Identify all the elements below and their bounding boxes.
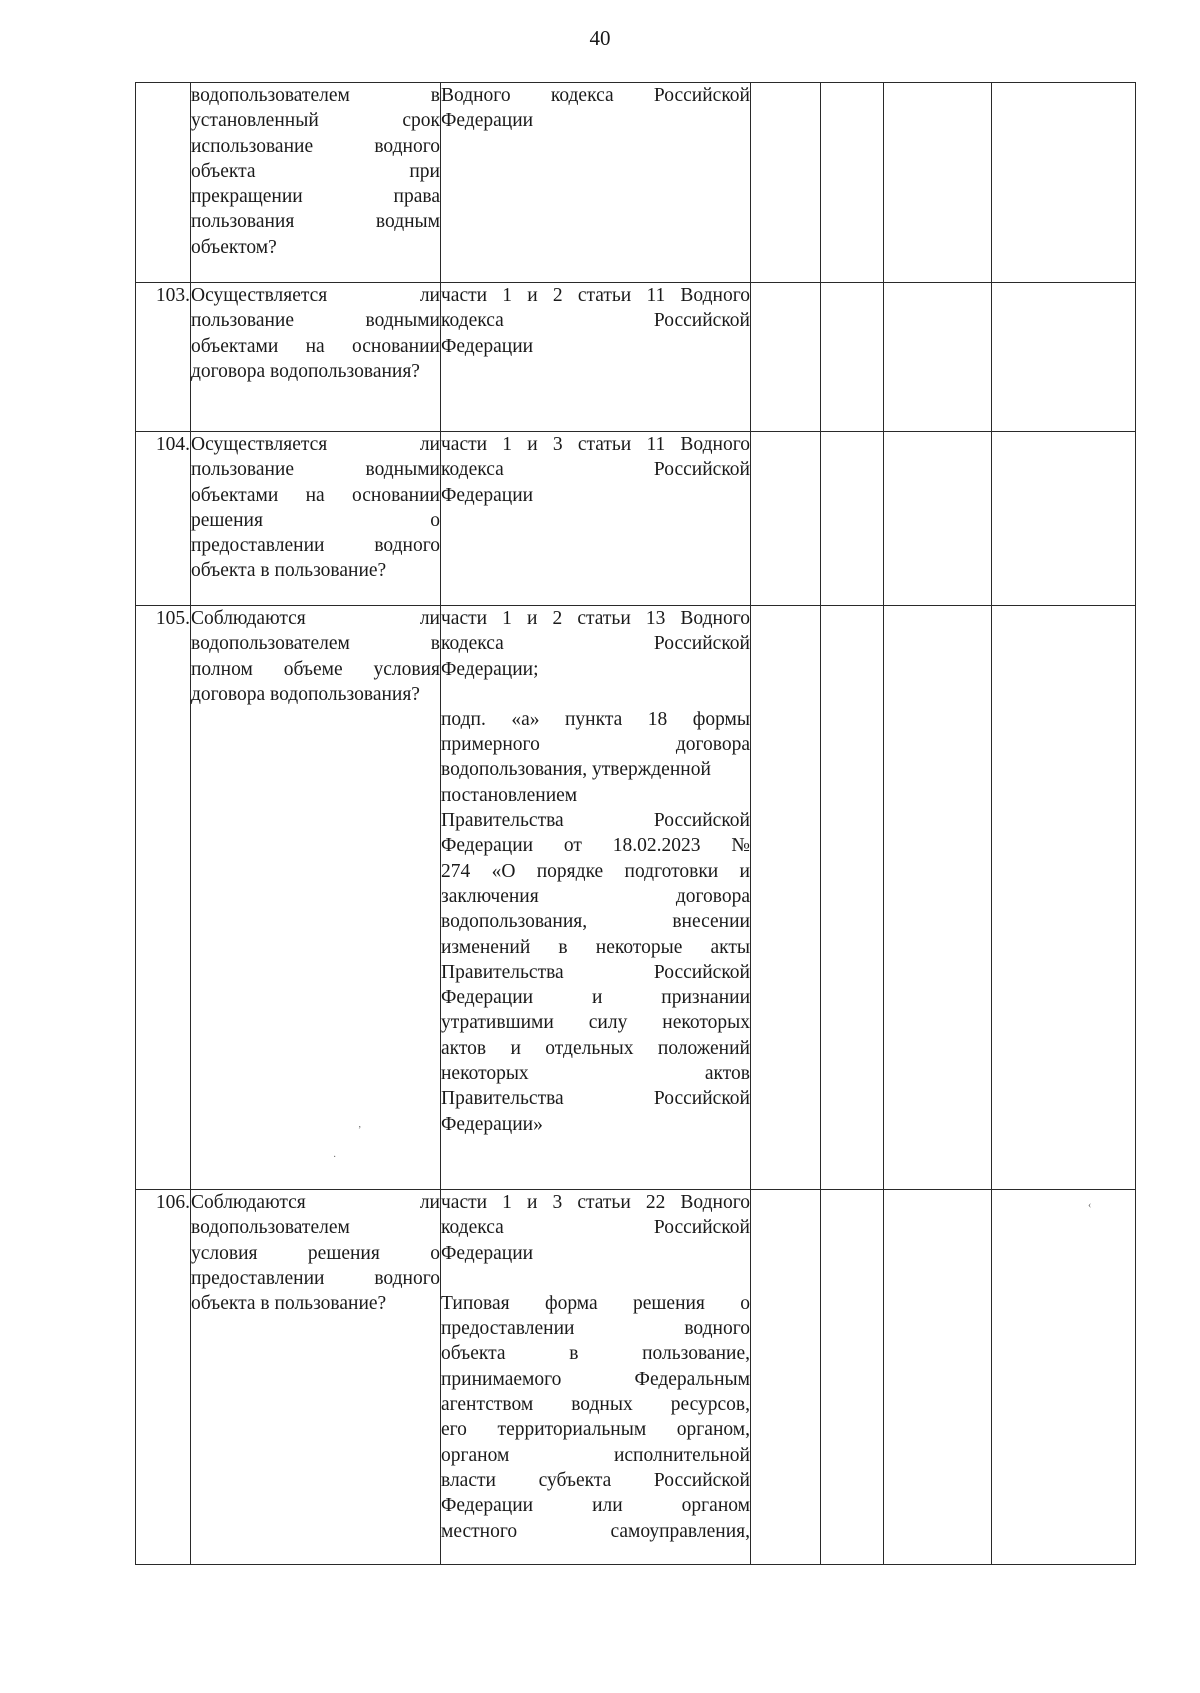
text-line: Федерации xyxy=(441,484,534,506)
text-line: некоторых актов xyxy=(441,1063,750,1085)
table-row xyxy=(136,83,1136,283)
text-line: принимаемого Федеральным xyxy=(441,1368,750,1390)
text-line: утратившими силу некоторых xyxy=(441,1012,750,1034)
empty-cell xyxy=(751,283,821,432)
question-cell xyxy=(191,606,441,1190)
row-number: 106. xyxy=(136,1190,191,1565)
text-line: Федерации или органом xyxy=(441,1495,750,1517)
table-row xyxy=(136,1190,1136,1565)
text-line: объектами на основании xyxy=(191,484,440,506)
empty-cell xyxy=(821,432,884,606)
text-line: Правительства Российской xyxy=(441,810,750,832)
text-line: кодекса Российской xyxy=(441,310,750,332)
text-line: местного самоуправления, xyxy=(441,1520,750,1542)
empty-cell xyxy=(821,83,884,283)
empty-cell xyxy=(751,606,821,1190)
text-line: водопользования, внесении xyxy=(441,911,750,933)
empty-cell xyxy=(884,283,992,432)
text-line: предоставлении водного xyxy=(441,1318,750,1340)
empty-cell xyxy=(884,432,992,606)
text-line: его территориальным органом, xyxy=(441,1419,750,1441)
text-line: кодекса Российской xyxy=(441,459,750,481)
text-line: органом исполнительной xyxy=(441,1444,750,1466)
row-number xyxy=(136,83,191,283)
question-cell xyxy=(191,283,441,432)
table-row xyxy=(136,432,1136,606)
text-line: водопользования, утвержденной постановлением xyxy=(441,759,711,806)
table-row xyxy=(136,606,1136,1190)
empty-cell xyxy=(821,606,884,1190)
row-number: 103. xyxy=(136,283,191,432)
text-line: водопользователем в xyxy=(191,85,440,106)
text-line: актов и отдельных положений xyxy=(441,1037,750,1059)
text-line: Федерации и признании xyxy=(441,987,750,1009)
text-line: примерного договора xyxy=(441,734,750,756)
scan-speck: ʼ xyxy=(358,1125,362,1136)
text-line: заключения договора xyxy=(441,885,750,907)
empty-cell xyxy=(992,606,1136,1190)
empty-cell xyxy=(992,1190,1136,1565)
text-line: части 1 и 3 статьи 22 Водного xyxy=(441,1192,750,1213)
text-line: Водного кодекса Российской xyxy=(441,85,750,106)
paragraph-gap xyxy=(441,1266,750,1291)
text-line: Федерации xyxy=(441,1242,534,1264)
scan-speck: · xyxy=(333,1152,337,1163)
text-line: условия решения о xyxy=(191,1242,440,1264)
text-line: Типовая форма решения о xyxy=(441,1292,750,1314)
question-cell xyxy=(191,432,441,606)
text-line: Правительства Российской xyxy=(441,961,750,983)
empty-cell xyxy=(884,1190,992,1565)
text-line: Федерации» xyxy=(441,1113,543,1135)
scan-speck: ‹ xyxy=(1088,1200,1092,1211)
empty-cell xyxy=(884,606,992,1190)
text-line: использование водного xyxy=(191,135,440,157)
text-line: объекта в пользование? xyxy=(191,560,387,582)
empty-cell xyxy=(751,432,821,606)
text-line: Федерации xyxy=(441,335,534,357)
row-number: 104. xyxy=(136,432,191,606)
empty-cell xyxy=(821,1190,884,1565)
text-line: объекта при xyxy=(191,160,440,182)
text-line: пользования водным xyxy=(191,211,440,233)
page-number: 40 xyxy=(589,26,611,50)
empty-cell xyxy=(992,432,1136,606)
text-line: кодекса Российской xyxy=(441,633,750,655)
text-line: Осуществляется ли xyxy=(191,434,440,455)
text-line: части 1 и 3 статьи 11 Водного xyxy=(441,434,750,455)
text-line: Правительства Российской xyxy=(441,1088,750,1110)
text-line: установленный срок xyxy=(191,110,440,132)
text-line: договора водопользования? xyxy=(191,683,420,705)
text-line: Федерации от 18.02.2023 № xyxy=(441,835,750,857)
text-line: власти субъекта Российской xyxy=(441,1469,750,1491)
text-line: изменений в некоторые акты xyxy=(441,936,750,958)
question-cell xyxy=(191,83,441,283)
legal-reference-cell xyxy=(441,283,751,432)
text-line: Соблюдаются ли xyxy=(191,1192,440,1213)
text-line: агентством водных ресурсов, xyxy=(441,1394,750,1416)
text-line: части 1 и 2 статьи 13 Водного xyxy=(441,608,750,629)
text-line: решения о xyxy=(191,509,440,531)
legal-reference-cell xyxy=(441,432,751,606)
empty-cell xyxy=(992,283,1136,432)
legal-reference-cell xyxy=(441,606,751,1190)
text-line: Федерации xyxy=(441,110,534,132)
legal-reference-cell xyxy=(441,1190,751,1565)
legal-reference-cell xyxy=(441,83,751,283)
text-line: части 1 и 2 статьи 11 Водного xyxy=(441,285,750,306)
text-line: объекта в пользование? xyxy=(191,1293,387,1315)
text-line: полном объеме условия xyxy=(191,658,440,680)
text-line: пользование водными xyxy=(191,459,440,481)
paragraph-gap xyxy=(441,682,750,707)
text-line: кодекса Российской xyxy=(441,1217,750,1239)
text-line: объекта в пользование, xyxy=(441,1343,750,1365)
text-line: водопользователем в xyxy=(191,633,440,655)
text-line: Соблюдаются ли xyxy=(191,608,440,629)
empty-cell xyxy=(751,83,821,283)
text-line: прекращении права xyxy=(191,186,440,208)
empty-cell xyxy=(751,1190,821,1565)
text-line: пользование водными xyxy=(191,310,440,332)
empty-cell xyxy=(821,283,884,432)
text-line: водопользователем xyxy=(191,1217,350,1239)
checklist-table xyxy=(135,82,1136,1565)
row-number: 105. xyxy=(136,606,191,1190)
empty-cell xyxy=(992,83,1136,283)
text-line: предоставлении водного xyxy=(191,535,440,557)
text-line: 274 «О порядке подготовки и xyxy=(441,860,750,882)
text-line: объектом? xyxy=(191,236,277,258)
table-row xyxy=(136,283,1136,432)
text-line: Федерации; xyxy=(441,658,539,680)
text-line: объектами на основании xyxy=(191,335,440,357)
question-cell xyxy=(191,1190,441,1565)
text-line: договора водопользования? xyxy=(191,360,420,382)
empty-cell xyxy=(884,83,992,283)
text-line: Осуществляется ли xyxy=(191,285,440,306)
text-line: предоставлении водного xyxy=(191,1267,440,1289)
text-line: подп. «а» пункта 18 формы xyxy=(441,708,750,730)
